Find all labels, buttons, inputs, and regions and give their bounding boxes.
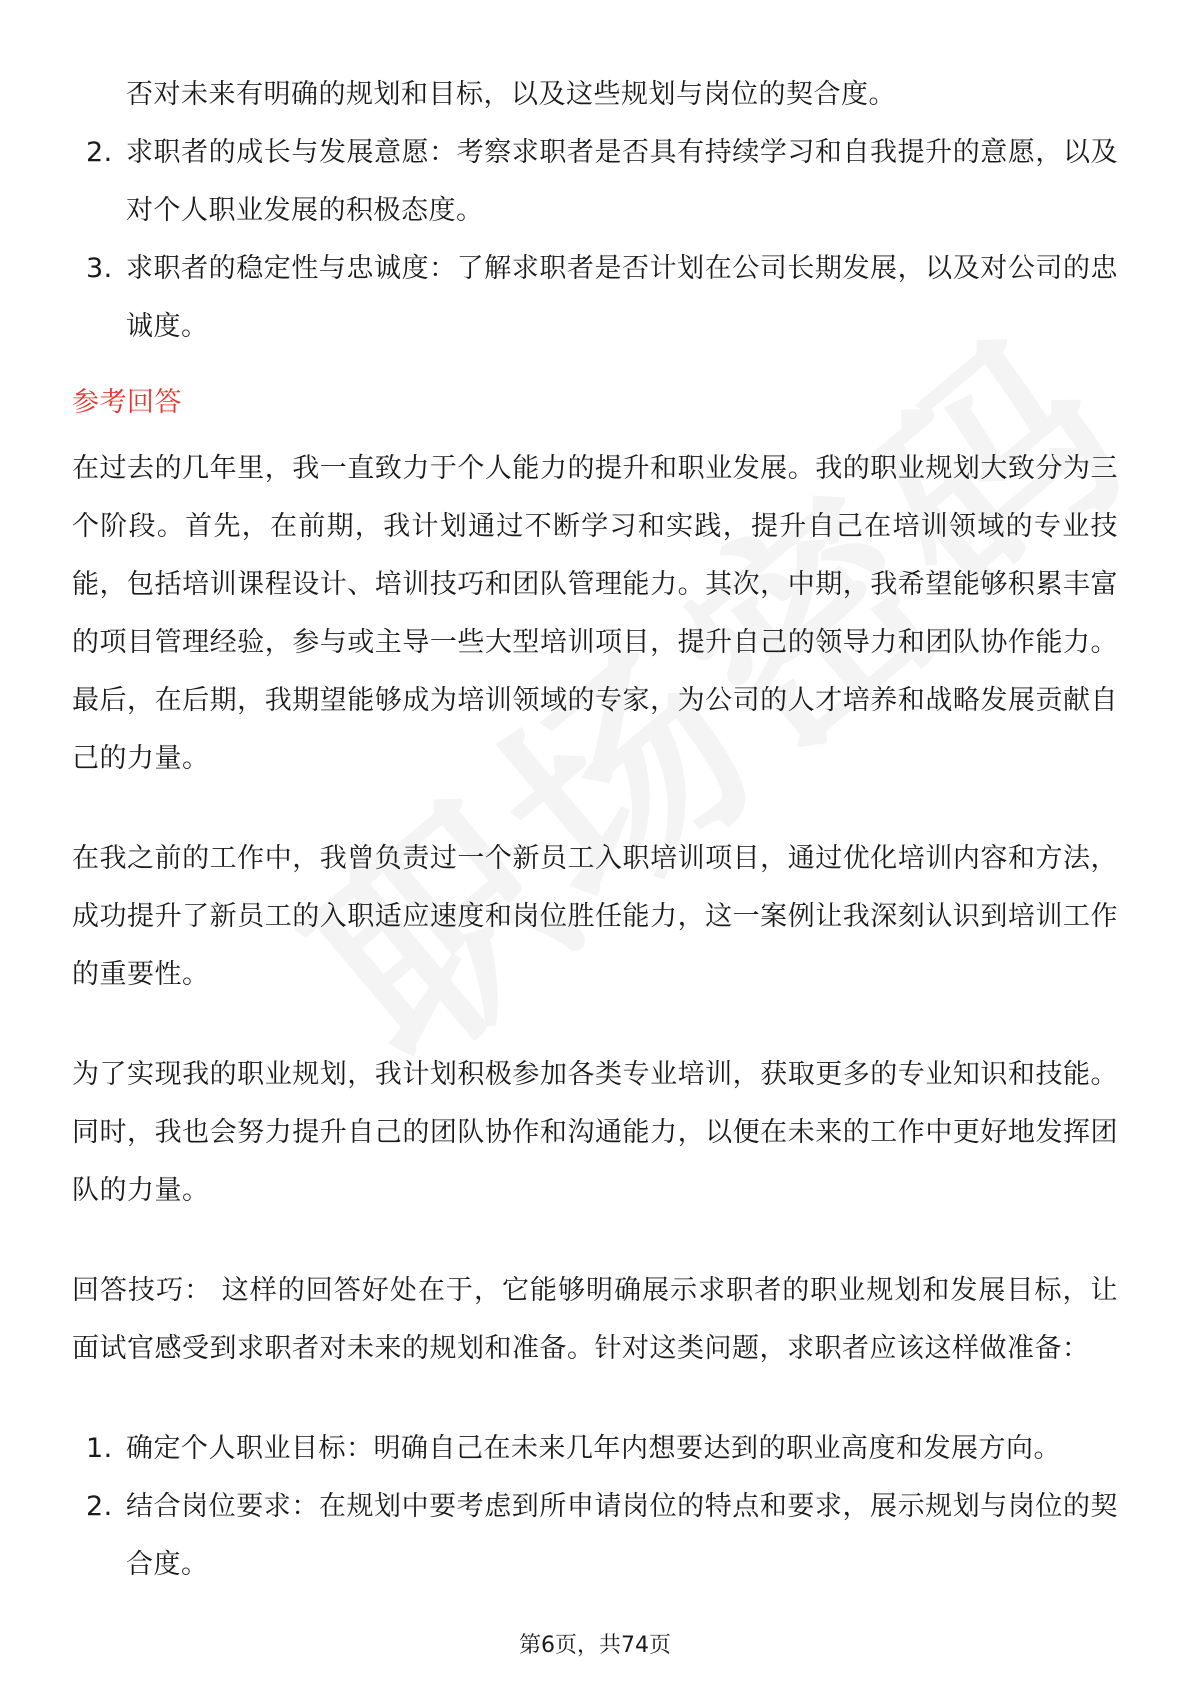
- paragraph: 在过去的几年里，我一直致力于个人能力的提升和职业发展。我的职业规划大致分为三个阶段。首先，在前期，我计划通过不断学习和实践，提升自己在培训领域的专业技能，包括培训课程设计、培训技巧和团队管理能力。其次，中期，我希望能够积累丰富的项目管理经验，参与或主导一些大型培训项目，提升自己的领导力和团队协作能力。最后，在后期，我期望能够成为培训领域的专家，为公司的人才培养和战略发展贡献自己的力量。: [72, 453, 1118, 774]
- list-item: [72, 1478, 1118, 1594]
- paragraph: 在我之前的工作中，我曾负责过一个新员工入职培训项目，通过优化培训内容和方法，成功提升了新员工的入职适应速度和岗位胜任能力，这一案例让我深刻认识到培训工作的重要性。: [72, 843, 1118, 990]
- list-item-text: 求职者的成长与发展意愿：考察求职者是否具有持续学习和自我提升的意愿，以及对个人职业发展的积极态度。: [126, 137, 1118, 226]
- list-item: [72, 240, 1118, 356]
- answer-tips-paragraph: 回答技巧： 这样的回答好处在于，它能够明确展示求职者的职业规划和发展目标，让面试官感受到求职者对未来的规划和准备。针对这类问题，求职者应该这样做准备：: [72, 1275, 1118, 1364]
- list-item-text: 求职者的稳定性与忠诚度：了解求职者是否计划在公司长期发展，以及对公司的忠诚度。: [126, 253, 1118, 342]
- list-number: 3.: [86, 253, 113, 284]
- list-item: [72, 124, 1118, 240]
- list-item-continuation: 否对未来有明确的规划和目标，以及这些规划与岗位的契合度。: [126, 79, 896, 110]
- paragraph: 为了实现我的职业规划，我计划积极参加各类专业培训，获取更多的专业知识和技能。同时，我也会努力提升自己的团队协作和沟通能力，以便在未来的工作中更好地发挥团队的力量。: [72, 1059, 1118, 1206]
- top-list: [72, 124, 1118, 356]
- page-footer: 第6页，共74页: [519, 1633, 671, 1658]
- bottom-list: [72, 1420, 1118, 1594]
- list-number: 1.: [86, 1433, 113, 1464]
- list-item-text: 确定个人职业目标：明确自己在未来几年内想要达到的职业高度和发展方向。: [126, 1433, 1061, 1464]
- list-number: 2.: [86, 1491, 113, 1522]
- list-item-text: 结合岗位要求：在规划中要考虑到所申请岗位的特点和要求，展示规划与岗位的契合度。: [126, 1491, 1118, 1580]
- list-item: [72, 1420, 1118, 1478]
- list-number: 2.: [86, 137, 113, 168]
- page-content: [72, 66, 1118, 1594]
- section-heading: 参考回答: [72, 387, 182, 418]
